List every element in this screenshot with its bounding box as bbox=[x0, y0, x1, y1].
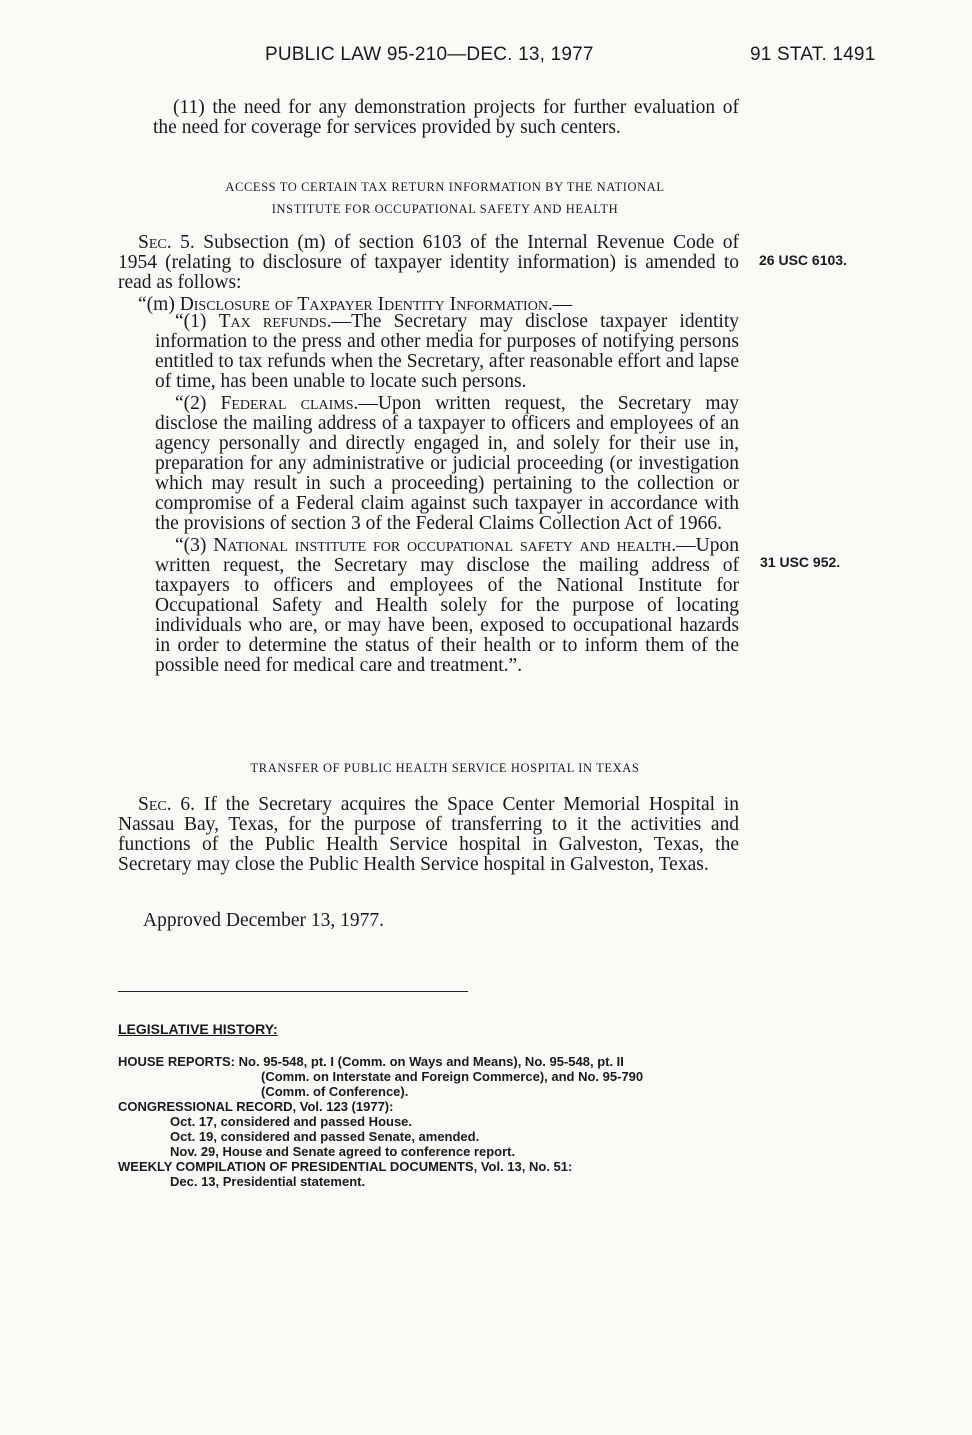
section-5 bbox=[118, 233, 739, 315]
section-6-text: If the Secretary acquires the Space Center Memorial Hospital in Nassau Bay, Texas, for the purpose of transferring to it the activities and functions of the Public Health Service hospital in Galveston, Texas, the Secretary may close the Public Health Service hospital in Galveston, Texas. bbox=[118, 794, 739, 875]
section-heading-tax-info bbox=[100, 176, 790, 220]
paragraph-1 bbox=[155, 312, 739, 676]
paragraph-11-text: (11) the need for any demonstration projects for further evaluation of the need for coverage for services provided by such centers. bbox=[153, 97, 739, 138]
paragraph-2-title: Federal claims.— bbox=[220, 393, 378, 414]
paragraph-1-label: “(1) bbox=[175, 311, 207, 332]
section-heading-line-2: INSTITUTE FOR OCCUPATIONAL SAFETY AND HEALTH bbox=[271, 202, 619, 216]
congressional-record-item-2: Oct. 19, considered and passed Senate, amended. bbox=[170, 1129, 480, 1144]
subsection-m-title: Disclosure of Taxpayer Identity Information.— bbox=[179, 294, 573, 315]
paragraph-2-label: “(2) bbox=[175, 393, 207, 414]
section-heading-hospital: TRANSFER OF PUBLIC HEALTH SERVICE HOSPITAL IN TEXAS bbox=[250, 761, 640, 775]
paragraph-3-label: “(3) bbox=[175, 535, 207, 556]
congressional-record-item-3: Nov. 29, House and Senate agreed to conference report. bbox=[170, 1144, 516, 1159]
paragraph-11 bbox=[153, 98, 739, 138]
paragraph-1-title: Tax refunds.— bbox=[218, 311, 352, 332]
section-heading-line-1: ACCESS TO CERTAIN TAX RETURN INFORMATION BY THE NATIONAL bbox=[225, 180, 665, 194]
margin-note-31-usc: 31 USC 952. bbox=[760, 554, 841, 570]
subsection-m-label: “(m) bbox=[138, 294, 175, 315]
house-reports-line-1: No. 95-548, pt. I (Comm. on Ways and Means), No. 95-548, pt. II bbox=[238, 1054, 624, 1069]
statute-page-number: 91 STAT. 1491 bbox=[750, 44, 876, 65]
weekly-compilation: WEEKLY COMPILATION OF PRESIDENTIAL DOCUMENTS, Vol. 13, No. 51: bbox=[118, 1159, 573, 1174]
section-6 bbox=[118, 795, 739, 875]
footnote-divider bbox=[118, 991, 468, 992]
paragraph-2-text: Upon written request, the Secretary may disclose the mailing address of a taxpayer to officers and employees of an agency personally and directly engaged in, and solely for their use in, preparation for any administrative or judicial proceeding (or investigation which may result in such a proceeding) pertaining to the collection or compromise of a Federal claim against such taxpayer in accordance with the provisions of section 3 of the Federal Claims Collection Act of 1966. bbox=[155, 393, 739, 534]
paragraph-1-text: The Secretary may disclose taxpayer identity information to the press and other media for purposes of notifying persons entitled to tax refunds when the Secretary, after reasonable effort and lapse of time, has been unable to locate such persons. bbox=[155, 311, 739, 392]
approval-date: Approved December 13, 1977. bbox=[143, 910, 384, 931]
congressional-record-item-1: Oct. 17, considered and passed House. bbox=[170, 1114, 413, 1129]
house-reports-label: HOUSE REPORTS: bbox=[118, 1054, 236, 1069]
congressional-record: CONGRESSIONAL RECORD, Vol. 123 (1977): bbox=[118, 1099, 394, 1114]
section-6-label: Sec. 6. bbox=[138, 794, 196, 815]
margin-note-26-usc: 26 USC 6103. bbox=[759, 252, 847, 268]
paragraph-3-title: National institute for occupational safety and health.— bbox=[213, 535, 696, 556]
house-reports-line-2: (Comm. on Interstate and Foreign Commerce), and No. 95-790 bbox=[261, 1069, 644, 1084]
legislative-history-title: LEGISLATIVE HISTORY: bbox=[118, 1021, 278, 1037]
weekly-compilation-item: Dec. 13, Presidential statement. bbox=[170, 1174, 366, 1189]
legislative-history bbox=[118, 1022, 758, 1189]
paragraph-3-text: Upon written request, the Secretary may disclose the mailing address of taxpayers to officers and employees of the National Institute for Occupational Safety and Health solely for the purpose of locating individuals who are, or may have been, exposed to occupational hazards in order to determine the status of their health or to inform them of the possible need for medical care and treatment.”. bbox=[155, 535, 740, 676]
section-5-text: Subsection (m) of section 6103 of the Internal Revenue Code of 1954 (relating to disclosure of taxpayer identity information) is amended to read as follows: bbox=[118, 232, 740, 293]
house-reports-line-3: (Comm. of Conference). bbox=[261, 1084, 409, 1099]
running-head-title: PUBLIC LAW 95-210—DEC. 13, 1977 bbox=[265, 44, 594, 65]
section-5-label: Sec. 5. bbox=[138, 232, 195, 253]
